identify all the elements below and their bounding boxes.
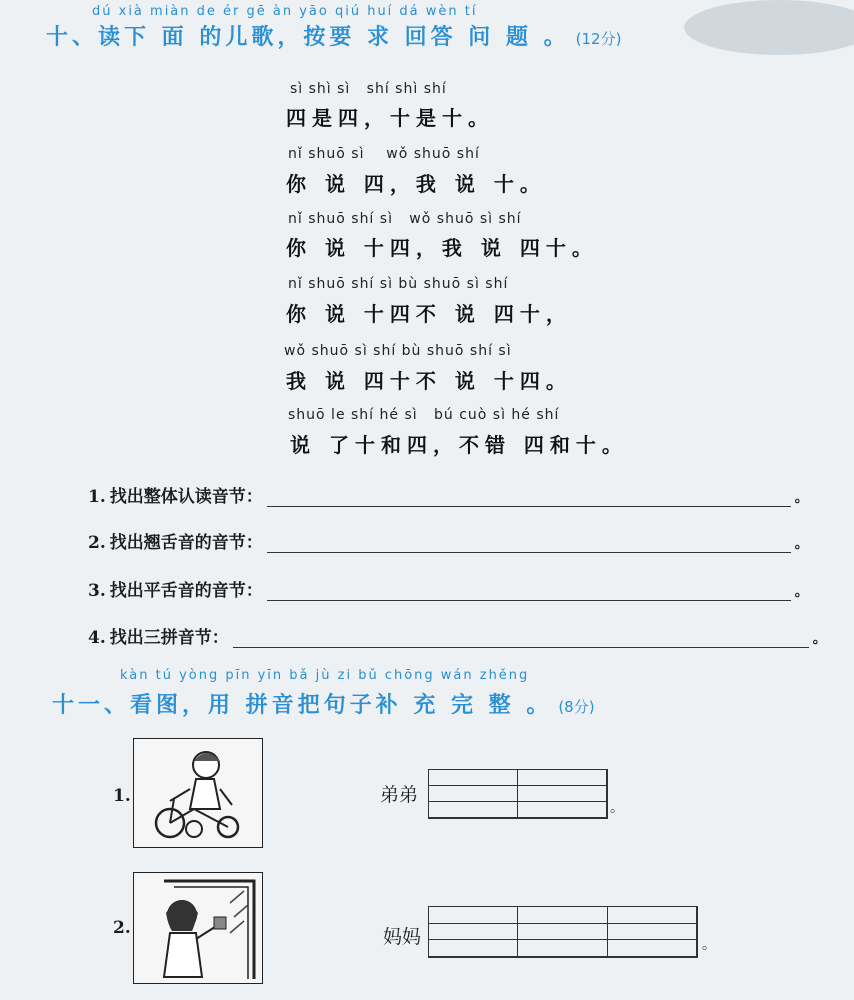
question-1: 1. 找出整体认读音节： 。 — [88, 482, 809, 507]
poem-line-3-pinyin: nǐ shuō shí sì wǒ shuō sì shí — [288, 211, 522, 227]
section11-score: (8分) — [558, 698, 595, 716]
item-1-number: 1. — [113, 786, 131, 806]
poem-line-1: 四是四，十是十。 — [286, 106, 494, 130]
question-1-label: 找出整体认读音节： — [109, 487, 263, 507]
section11-pinyin: kàn tú yòng pīn yīn bǎ jù zi bǔ chōng wán zhěng — [120, 668, 530, 683]
section11-title-text: 看图，用 拼音把句子补 充 完 整 。 — [130, 693, 553, 718]
poem-line-4: 你 说 十四不 说 四十， — [286, 302, 572, 326]
poem-line-1-pinyin: sì shì sì shí shì shí — [290, 81, 447, 97]
poem-line-6: 说 了十和四，不错 四和十。 — [290, 433, 628, 457]
item-2-end: 。 — [702, 937, 716, 953]
question-2-label: 找出翘舌音的音节： — [109, 533, 263, 553]
poem-line-5: 我 说 四十不 说 十四。 — [286, 369, 572, 393]
poem-line-6-pinyin: shuō le shí hé sì bú cuò sì hé shí — [288, 407, 560, 423]
item-2-writing-grid[interactable] — [428, 906, 698, 958]
section10-title-text: 读下 面 的儿歌，按要 求 回答 问 题 。 — [98, 25, 570, 50]
question-3: 3. 找出平舌音的音节： 。 — [88, 576, 809, 601]
question-2: 2. 找出翘舌音的音节： 。 — [88, 528, 809, 553]
question-3-label: 找出平舌音的音节： — [109, 581, 263, 601]
mother-cleaning-window-picture — [133, 872, 263, 984]
section10-number: 十、 — [46, 25, 99, 50]
poem-line-4-pinyin: nǐ shuō shí sì bù shuō sì shí — [288, 276, 509, 292]
poem-line-5-pinyin: wǒ shuō sì shí bù shuō shí sì — [284, 343, 512, 359]
item-1-lead: 弟弟 — [380, 784, 419, 806]
item-2-lead: 妈妈 — [383, 926, 422, 948]
page-shadow — [684, 0, 854, 55]
item-2-number: 2. — [113, 918, 131, 938]
section10-pinyin: dú xià miàn de ér gē àn yāo qiú huí dá wèn tí — [92, 4, 478, 19]
section11-number: 十一、 — [52, 693, 131, 718]
section10-score: (12分) — [575, 30, 622, 48]
answer-line-1[interactable] — [267, 486, 791, 507]
question-4-label: 找出三拼音节： — [109, 628, 229, 648]
poem-line-2-pinyin: nǐ shuō sì wǒ shuō shí — [288, 146, 480, 162]
item-1-end: 。 — [610, 800, 624, 816]
poem-line-3: 你 说 十四，我 说 四十。 — [286, 236, 598, 260]
section10-title — [46, 20, 621, 51]
question-4: 4. 找出三拼音节： 。 — [88, 623, 827, 648]
boy-on-tricycle-picture — [133, 738, 263, 848]
item-1-writing-grid[interactable] — [428, 769, 608, 819]
poem-line-2: 你 说 四，我 说 十。 — [286, 172, 546, 196]
answer-line-4[interactable] — [233, 627, 809, 648]
section11-title — [52, 688, 595, 719]
answer-line-2[interactable] — [267, 532, 791, 553]
answer-line-3[interactable] — [267, 580, 791, 601]
